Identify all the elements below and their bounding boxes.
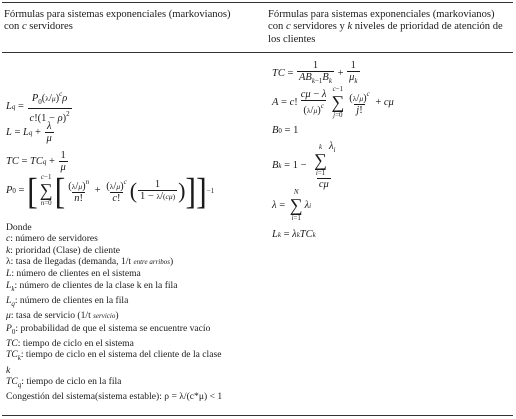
legend-item-k: k: prioridad (Clase) de cliente (6, 244, 121, 256)
formula-table (2, 2, 513, 416)
formula-b0: B 0 = 1 (272, 125, 299, 136)
formula-p0: P 0 = [ c−1 ∑ n=0 [ $\frac{(\lambda/\mu)^n}{n!}$ + $\frac{(\lambda/\mu)^c}{c!}$ ( $\frac{1}{1 - \lambda/(c\mu)}$ ) ] ] −1 (6, 169, 215, 212)
legend-title: Donde (6, 222, 32, 233)
formula-a: A = c ! $\frac{c\mu - \lambda}{(\lambda/\mu)^c}$ c−1 ∑ j=0 $\frac{(\lambda/\mu)^c}{j!}$ + cμ (272, 85, 394, 119)
legend (6, 222, 268, 403)
legend-item-lq: $L_q$: número de clientes en la fila (6, 295, 129, 309)
right-header: Fórmulas para sistemas exponenciales (markovianos) con c servidores y k niveles de prioridad de atención de los clientes (268, 9, 503, 45)
header-divider (2, 52, 513, 53)
legend-item-tck-cont: k (6, 364, 11, 376)
legend-item-c: c: número de servidores (6, 233, 98, 245)
legend-item-tcq: $TC_q$: tiempo de ciclo en la fila (6, 376, 122, 390)
legend-item-l: L: número de clientes en el sistema (6, 268, 141, 280)
formula-lq: L q = $\frac{P_0(\lambda/\mu)^c\rho}{c!(1 - \rho)^2}$ (6, 90, 70, 124)
formula-bk: B k = 1 − k ∑ i=1 $\lambda_i$ cμ (272, 141, 336, 190)
formula-tc: TC = TC q + $\frac{1}{\mu}$ (6, 150, 66, 173)
formula-lk: L k = λ k TC k (272, 229, 316, 240)
legend-item-tc: TC: tiempo de ciclo en el sistema (6, 338, 134, 350)
formula-l: L = L q + $\frac{\lambda}{\mu}$ (6, 121, 52, 144)
legend-item-p0: $P_0$: probabilidad de que el sistema se encuentre vacío (6, 322, 211, 336)
legend-item-mu: μ: tasa de servicio (1/t servicio) (6, 310, 119, 322)
legend-item-congestion: Congestión del sistema(sistema estable): ρ = λ/(c*μ) < 1 (6, 391, 223, 403)
formula-lambda: λ = N ∑ i=1 λ i (272, 188, 312, 222)
legend-item-lambda: λ: tasa de llegadas (demanda, 1/t entre arribos) (6, 256, 174, 268)
formula-tck: TC = $\frac{1}{AB_{k-1}B_k}$ + $\frac{1}{\mu_k}$ (272, 60, 358, 85)
legend-item-lk: $L_k$: número de clientes de la clase k en la fila (6, 279, 178, 293)
left-header: Fórmulas para sistemas exponenciales (markovianos) con c servidores (4, 9, 231, 33)
legend-item-tck: $TC_k$: tiempo de ciclo en el sistema del cliente de la clase (6, 349, 222, 363)
